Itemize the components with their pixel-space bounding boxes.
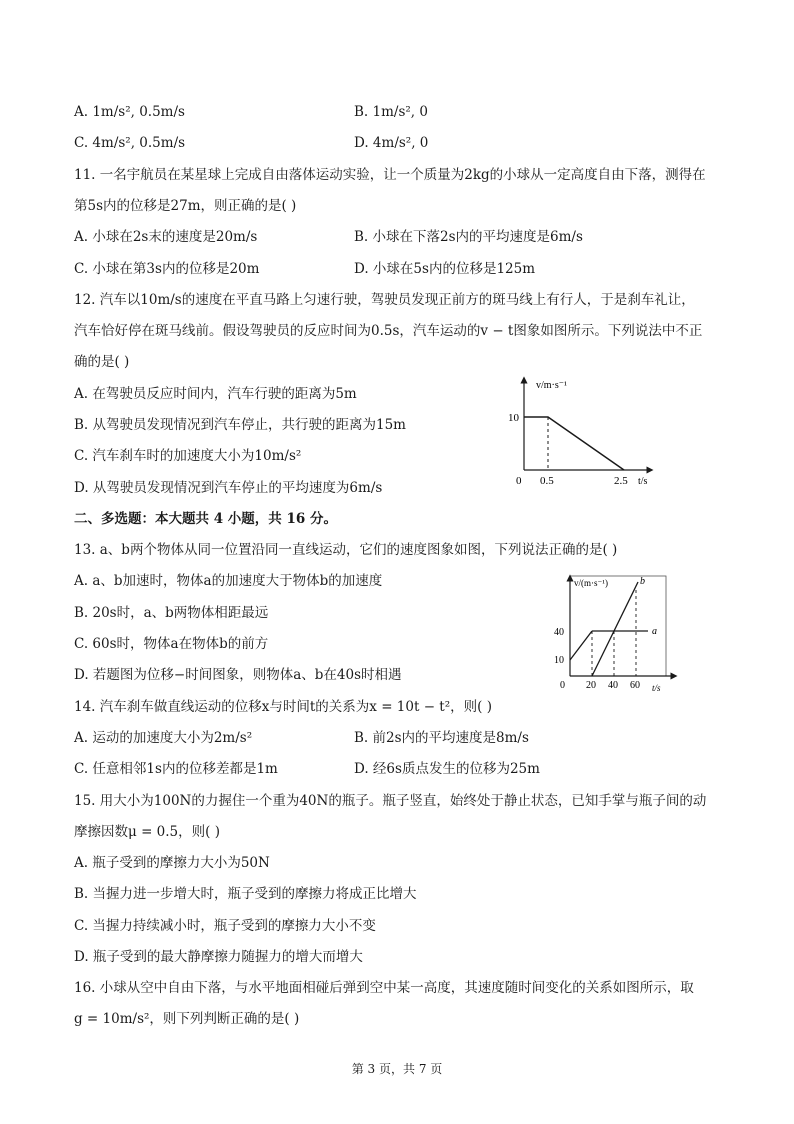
- q12-stem-line2: 汽车恰好停在斑马线前。假设驾驶员的反应时间为0.5s，汽车运动的v − t图象如图所示。下列说法中不正: [74, 323, 703, 339]
- q12-option-a: A. 在驾驶员反应时间内，汽车行驶的距离为5m: [74, 386, 357, 402]
- q15-option-c: C. 当握力持续减小时，瓶子受到的摩擦力大小不变: [74, 918, 376, 934]
- q13-option-a: A. a、b加速时，物体a的加速度大于物体b的加速度: [74, 573, 383, 589]
- q12-y-label: v/m·s⁻¹: [536, 380, 568, 391]
- q12-origin: 0: [516, 475, 522, 487]
- q13-option-b: B. 20s时，a、b两物体相距最远: [74, 605, 269, 621]
- q13-label-a: a: [652, 626, 657, 637]
- q13-stem: 13. a、b两个物体从同一位置沿同一直线运动，它们的速度图象如图，下列说法正确的是( ): [74, 542, 618, 558]
- q15-option-d: D. 瓶子受到的最大静摩擦力随握力的增大而增大: [74, 949, 363, 965]
- q13-y-tick-40: 40: [554, 627, 564, 638]
- q12-x-tick-2.5: 2.5: [614, 475, 628, 487]
- q13-y-tick-10: 10: [554, 655, 564, 666]
- q12-option-b: B. 从驾驶员发现情况到汽车停止，共行驶的距离为15m: [74, 417, 406, 433]
- q13-x-tick-20: 20: [586, 680, 596, 691]
- q13-x-tick-60: 60: [630, 680, 640, 691]
- q11-stem-line1: 11. 一名宇航员在某星球上完成自由落体运动实验，让一个质量为2kg的小球从一定高度自由下落，测得在: [74, 167, 706, 183]
- q12-option-d: D. 从驾驶员发现情况到汽车停止的平均速度为6m/s: [74, 480, 383, 496]
- q16-stem-line1: 16. 小球从空中自由下落，与水平地面相碰后弹到空中某一高度，其速度随时间变化的关系如图所示，取: [74, 980, 694, 996]
- q14-option-d: D. 经6s质点发生的位移为25m: [354, 761, 540, 777]
- q10-option-b: B. 1m/s², 0: [354, 104, 428, 120]
- q10-option-d: D. 4m/s², 0: [354, 135, 429, 151]
- q12-stem-line1: 12. 汽车以10m/s的速度在平直马路上匀速行驶，驾驶员发现正前方的斑马线上有行人，于是刹车礼让，: [74, 292, 695, 308]
- q13-option-d: D. 若题图为位移−时间图象，则物体a、b在40s时相遇: [74, 667, 402, 683]
- q12-stem-line3: 确的是( ): [74, 354, 130, 370]
- q15-stem-line1: 15. 用大小为100N的力握住一个重为40N的瓶子。瓶子竖直，始终处于静止状态，已知手掌与瓶子间的动: [74, 793, 707, 809]
- section-multi-choice-header: 二、多选题：本大题共 4 小题，共 16 分。: [74, 511, 337, 527]
- q15-stem-line2: 摩擦因数μ = 0.5，则( ): [74, 824, 220, 840]
- q13-label-b: b: [640, 576, 645, 587]
- q13-line-b: [592, 582, 638, 676]
- q13-vt-chart: [548, 570, 678, 694]
- q10-option-c: C. 4m/s², 0.5m/s: [74, 135, 186, 151]
- q13-y-label: v/(m·s⁻¹): [574, 578, 608, 588]
- q13-line-a-rise: [570, 631, 592, 660]
- q12-y-tick-10: 10: [508, 412, 519, 424]
- q14-option-b: B. 前2s内的平均速度是8m/s: [354, 730, 529, 746]
- q12-x-label: t/s: [638, 476, 648, 487]
- page-footer: 第 3 页，共 7 页: [351, 1062, 443, 1076]
- q15-option-a: A. 瓶子受到的摩擦力大小为50N: [74, 855, 270, 871]
- q12-velocity-line: [524, 417, 624, 470]
- q11-option-b: B. 小球在下落2s内的平均速度是6m/s: [354, 229, 583, 245]
- q12-option-c: C. 汽车刹车时的加速度大小为10m/s²: [74, 448, 302, 464]
- q11-stem-line2: 第5s内的位移是27m，则正确的是( ): [74, 198, 297, 214]
- q14-option-a: A. 运动的加速度大小为2m/s²: [74, 730, 253, 746]
- q14-stem: 14. 汽车刹车做直线运动的位移x与时间t的关系为x = 10t − t²，则( ): [74, 699, 492, 715]
- q13-x-tick-40: 40: [608, 680, 618, 691]
- q13-x-label: t/s: [652, 683, 661, 693]
- q12-vt-chart: [500, 372, 660, 492]
- q13-origin: 0: [560, 680, 565, 691]
- q14-option-c: C. 任意相邻1s内的位移差都是1m: [74, 761, 278, 777]
- q11-option-c: C. 小球在第3s内的位移是20m: [74, 261, 260, 277]
- q12-x-tick-0.5: 0.5: [540, 475, 554, 487]
- q10-option-a: A. 1m/s², 0.5m/s: [74, 104, 185, 120]
- q15-option-b: B. 当握力进一步增大时，瓶子受到的摩擦力将成正比增大: [74, 886, 417, 902]
- q11-option-d: D. 小球在5s内的位移是125m: [354, 261, 536, 277]
- q16-stem-line2: g = 10m/s²，则下列判断正确的是( ): [74, 1011, 300, 1027]
- q11-option-a: A. 小球在2s末的速度是20m/s: [74, 229, 258, 245]
- q13-option-c: C. 60s时，物体a在物体b的前方: [74, 636, 269, 652]
